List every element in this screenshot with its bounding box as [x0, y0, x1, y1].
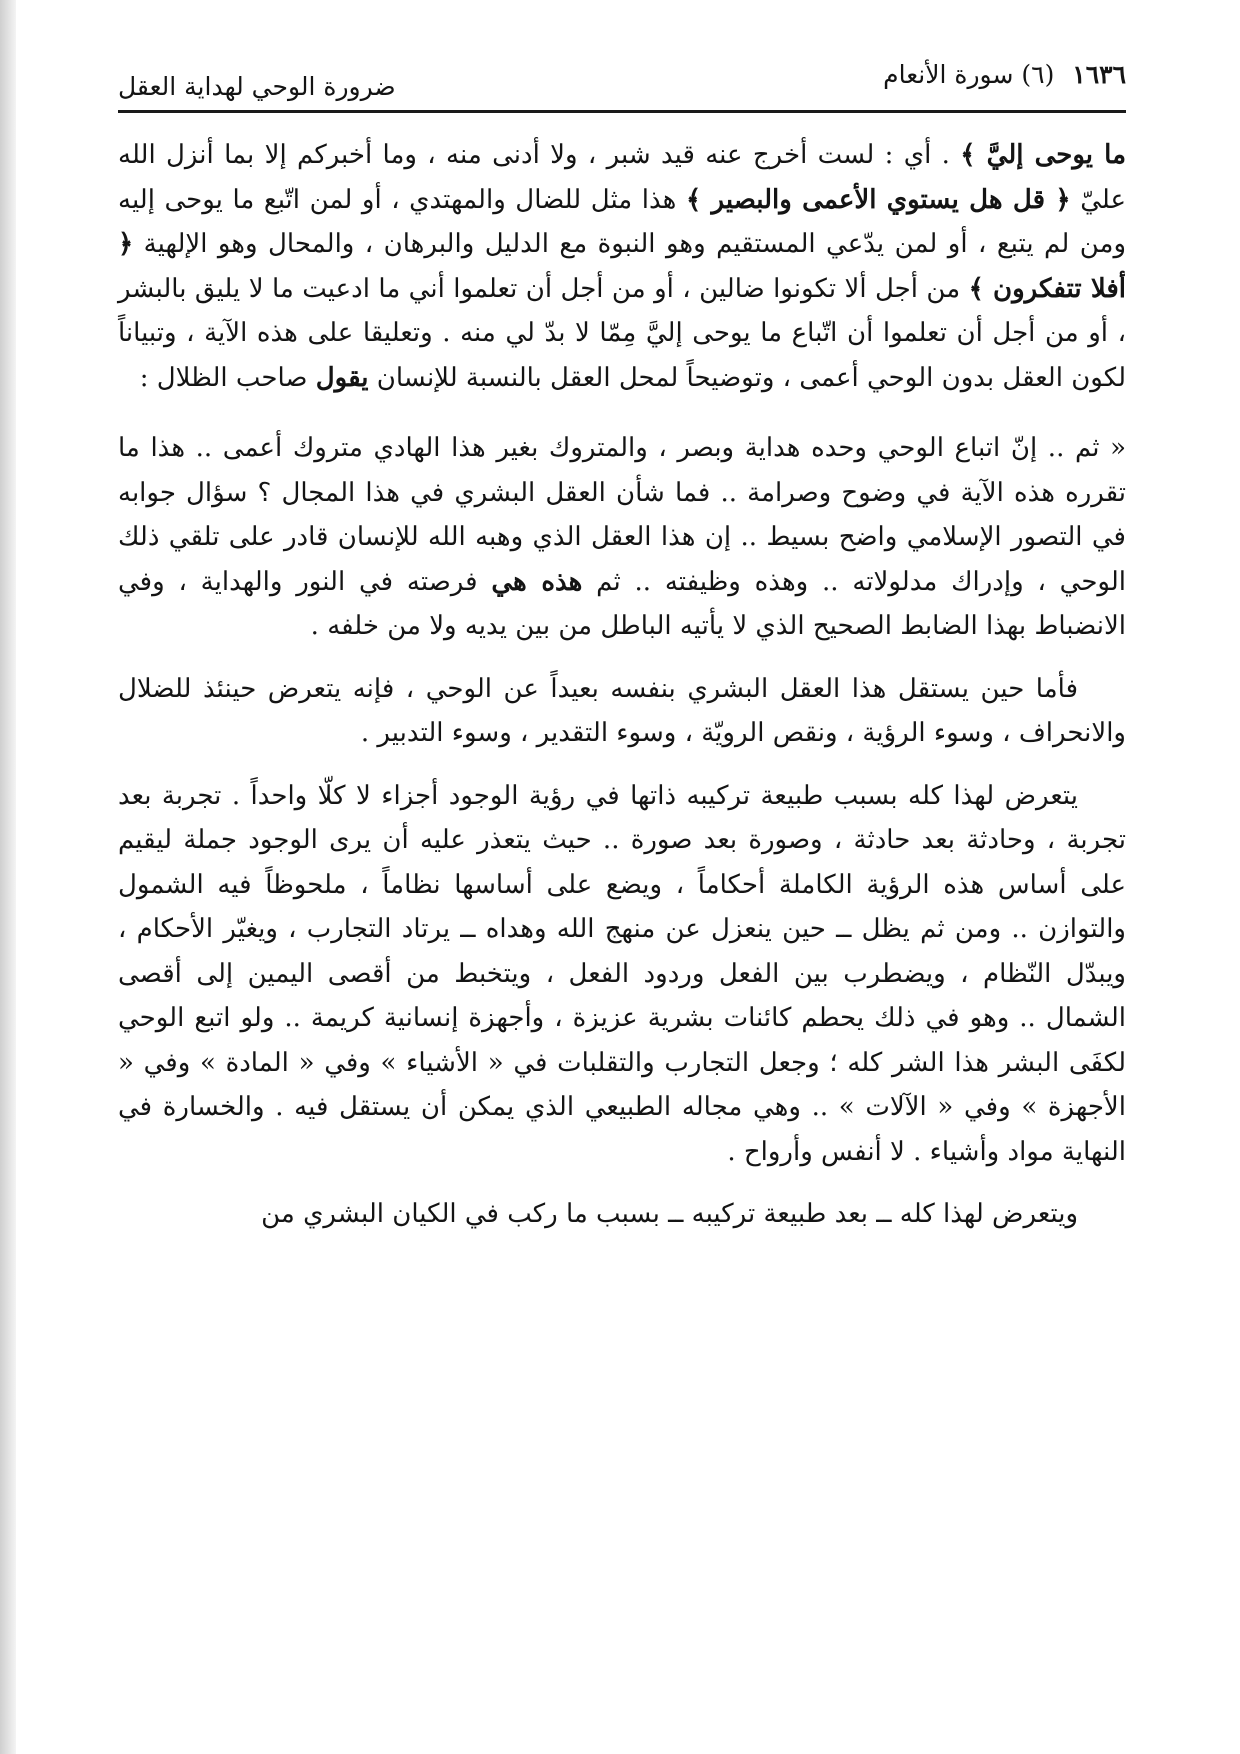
quran-verse-fragment: ما يوحى إليَّ ﴾ — [960, 140, 1126, 170]
quran-verse: ﴿ قل هل يستوي الأعمى والبصير ﴾ — [685, 184, 1071, 215]
paragraph-text: فرصته في النور والهداية ، وفي الانضباط بهذا الضابط الصحيح الذي لا يأتيه الباطل من بين يديه ولا من خلفه . — [118, 566, 1126, 641]
paragraph-quotation — [118, 426, 1126, 649]
paragraph-commentary — [118, 133, 1126, 400]
surah-label: (٦) سورة الأنعام — [883, 60, 1055, 89]
paragraph-text: . أي : لست أخرج عنه قيد شبر ، ولا أدنى منه ، وما أخبركم إلا بما أنزل الله عليّ — [118, 140, 1126, 215]
page-number: ١٦٣٦ — [1072, 60, 1126, 89]
paragraph-text: صاحب الظلال : — [139, 362, 316, 393]
emphasized-word: هذه هي — [491, 566, 583, 597]
paragraph-quotation: ويتعرض لهذا كله ــ بعد طبيعة تركيبه ــ بسبب ما ركب في الكيان البشري من — [261, 1199, 1078, 1229]
header-page-info — [883, 60, 1126, 89]
quran-verse: ﴿ أفلا تتفكرون ﴾ — [118, 229, 1126, 304]
scan-shadow-edge — [0, 0, 16, 1754]
emphasized-word: يقول — [315, 362, 369, 393]
section-title: ضرورة الوحي لهداية العقل — [118, 72, 396, 101]
book-page — [118, 58, 1126, 1237]
running-header — [118, 58, 1126, 113]
paragraph-quotation: فأما حين يستقل هذا العقل البشري بنفسه بعيداً عن الوحي ، فإنه يتعرض حينئذ للضلال والانحراف ، وسوء الرؤية ، ونقص الرويّة ، وسوء التقدير ، وسوء التدبير . — [118, 673, 1126, 748]
paragraph-text: « ثم .. إنّ اتباع الوحي وحده هداية وبصر ، والمتروك بغير هذا الهادي متروك أعمى .. هذا ما تقرره هذه الآية في وضوح وصرامة .. فما شأن العقل البشري في هذا المجال ؟ سؤال جوابه في التصور الإسلامي واضح بسيط .. إن هذا العقل الذي وهبه الله للإنسان قادر على تلقي ذلك الوحي ، وإدراك مدلولاته .. وهذه وظيفته .. ثم — [118, 433, 1126, 597]
paragraph-quotation: يتعرض لهذا كله بسبب طبيعة تركيبه ذاتها في رؤية الوجود أجزاء لا كلّا واحداً . تجربة بعد تجربة ، وحادثة بعد حادثة ، وصورة بعد صورة .. حيث يتعذر عليه أن يرى الوجود جملة ليقيم على أساس هذه الرؤية الكاملة أحكاماً ، ويضع على أساسها نظاماً ، ملحوظاً فيه الشمول والتوازن .. ومن ثم يظل ــ حين ينعزل عن منهج الله وهداه ــ يرتاد التجارب ، ويغيّر الأحكام ، ويبدّل النّظام ، ويضطرب بين الفعل وردود الفعل ، ويتخبط من أقصى اليمين إلى أقصى الشمال .. وهو في ذلك يحطم كائنات بشرية عزيزة ، وأجهزة إنسانية كريمة .. ولو اتبع الوحي لكفَى البشر هذا الشر كله ؛ وجعل التجارب والتقلبات في « الأشياء » وفي « المادة » وفي « الأجهزة » وفي « الآلات » .. وهي مجاله الطبيعي الذي يمكن أن يستقل فيه . والخسارة في النهاية مواد وأشياء . لا أنفس وأرواح . — [118, 780, 1126, 1167]
paragraph-text: هذا مثل للضال والمهتدي ، أو لمن اتّبع ما يوحى إليه ومن لم يتبع ، أو لمن يدّعي المستقيم وهو النبوة مع الدليل والبرهان ، والمحال وهو الإلهية — [118, 184, 1126, 259]
paragraph-text: من أجل ألا تكونوا ضالين ، أو من أجل أن تعلموا أني ما ادعيت ما لا يليق بالبشر ، أو من أجل أن تعلموا أن اتّباع ما يوحى إليَّ مِمّا لا بدّ لي منه . وتعليقا على هذه الآية ، وتبياناً لكون العقل بدون الوحي أعمى ، وتوضيحاً لمحل العقل بالنسبة للإنسان — [118, 273, 1126, 393]
